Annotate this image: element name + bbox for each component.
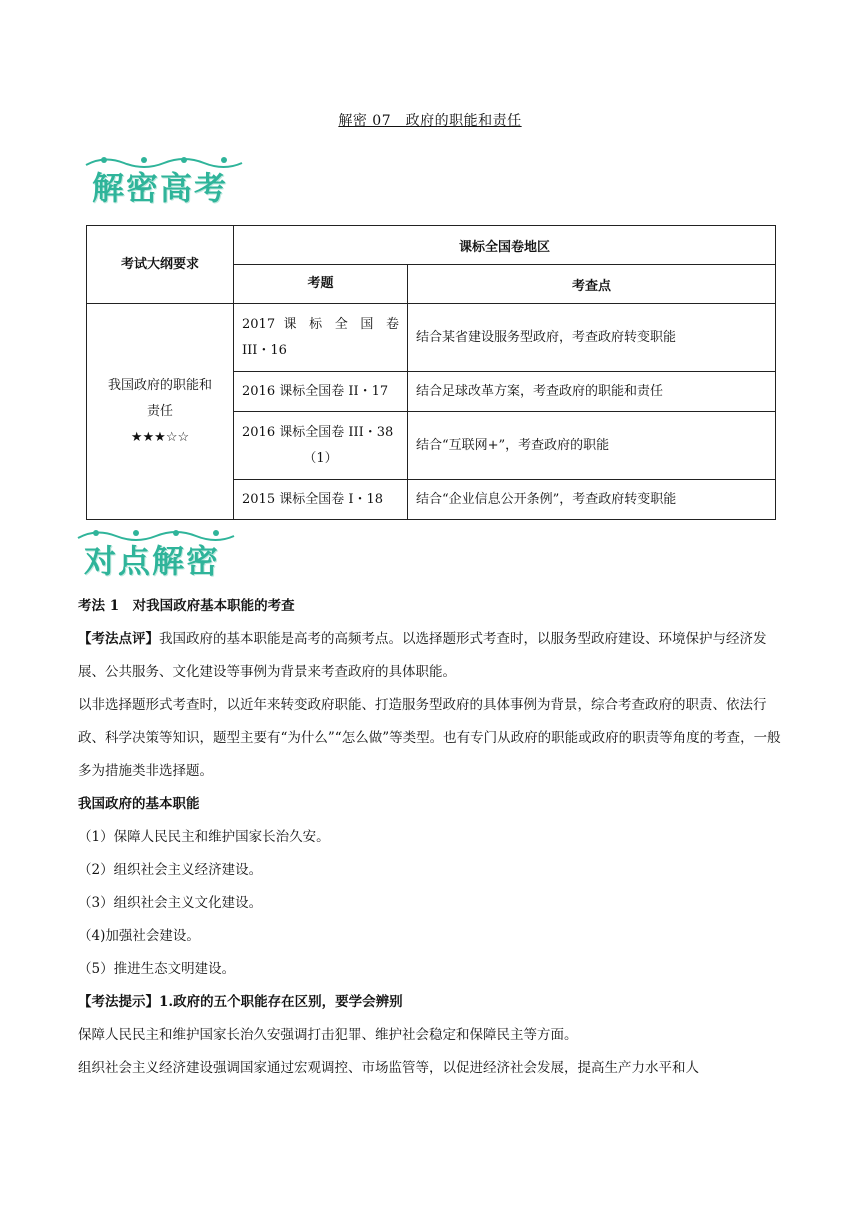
document-title: 解密 07 政府的职能和责任 (338, 113, 522, 129)
method-title: 考法 1 对我国政府基本职能的考查 (78, 598, 295, 614)
table-row-topic: 2016 课标全国卷 III・38 （1） (234, 412, 408, 480)
header-region: 课标全国卷地区 (234, 226, 776, 265)
header-syllabus: 考试大纲要求 (87, 226, 234, 304)
header-point: 考查点 (408, 265, 776, 304)
list-item: （3）组织社会主义文化建设。 (78, 895, 263, 911)
banner-title: 解密高考 (92, 169, 229, 207)
table-row-point: 结合“企业信息公开条例”，考查政府转变职能 (408, 480, 776, 520)
difficulty-stars: ★★★☆☆ (130, 429, 190, 445)
banner-jiemi-gaokao (84, 155, 244, 207)
section-title: 我国政府的基本职能 (78, 796, 200, 812)
table-row-point: 结合“互联网+”，考查政府的职能 (408, 412, 776, 480)
content-body (78, 590, 782, 1085)
header-topic: 考题 (234, 265, 408, 304)
list-item: （4)加强社会建设。 (78, 928, 200, 944)
table-row-point: 结合足球改革方案，考查政府的职能和责任 (408, 372, 776, 412)
requirement-cell: 我国政府的职能和 责任 ★★★☆☆ (87, 304, 234, 520)
table-row-topic: 2017 课 标 全 国 卷 III・16 (234, 304, 408, 372)
tip-paragraph: 【考法提示】1.政府的五个职能存在区别，要学会辨别 (78, 994, 403, 1010)
paragraph: 保障人民民主和维护国家长治久安强调打击犯罪、维护社会稳定和保障民主等方面。 (78, 1027, 578, 1043)
exam-requirements-table (86, 225, 776, 520)
list-item: （5）推进生态文明建设。 (78, 961, 236, 977)
paragraph: 以非选择题形式考查时，以近年来转变政府职能、打造服务型政府的具体事例为背景，综合考查政府的职责、依法行政、科学决策等知识，题型主要有“为什么”“怎么做”等类型。也有专门从政府的职能或政府的职责等角度的考查，一般多为措施类非选择题。 (78, 697, 781, 779)
list-item: （2）组织社会主义经济建设。 (78, 862, 263, 878)
table-row-topic: 2016 课标全国卷 II・17 (234, 372, 408, 412)
banner-title: 对点解密 (84, 542, 221, 580)
banner-duidian-jiemi (76, 528, 236, 580)
list-item: （1）保障人民民主和维护国家长治久安。 (78, 829, 330, 845)
paragraph: 组织社会主义经济建设强调国家通过宏观调控、市场监管等，以促进经济社会发展，提高生产力水平和人 (78, 1060, 699, 1076)
review-paragraph: 【考法点评】我国政府的基本职能是高考的高频考点。以选择题形式考查时，以服务型政府建设、环境保护与经济发展、公共服务、文化建设等事例为背景来考查政府的具体职能。 (78, 631, 767, 680)
table-row-topic: 2015 课标全国卷 I・18 (234, 480, 408, 520)
table-row-point: 结合某省建设服务型政府，考查政府转变职能 (408, 304, 776, 372)
